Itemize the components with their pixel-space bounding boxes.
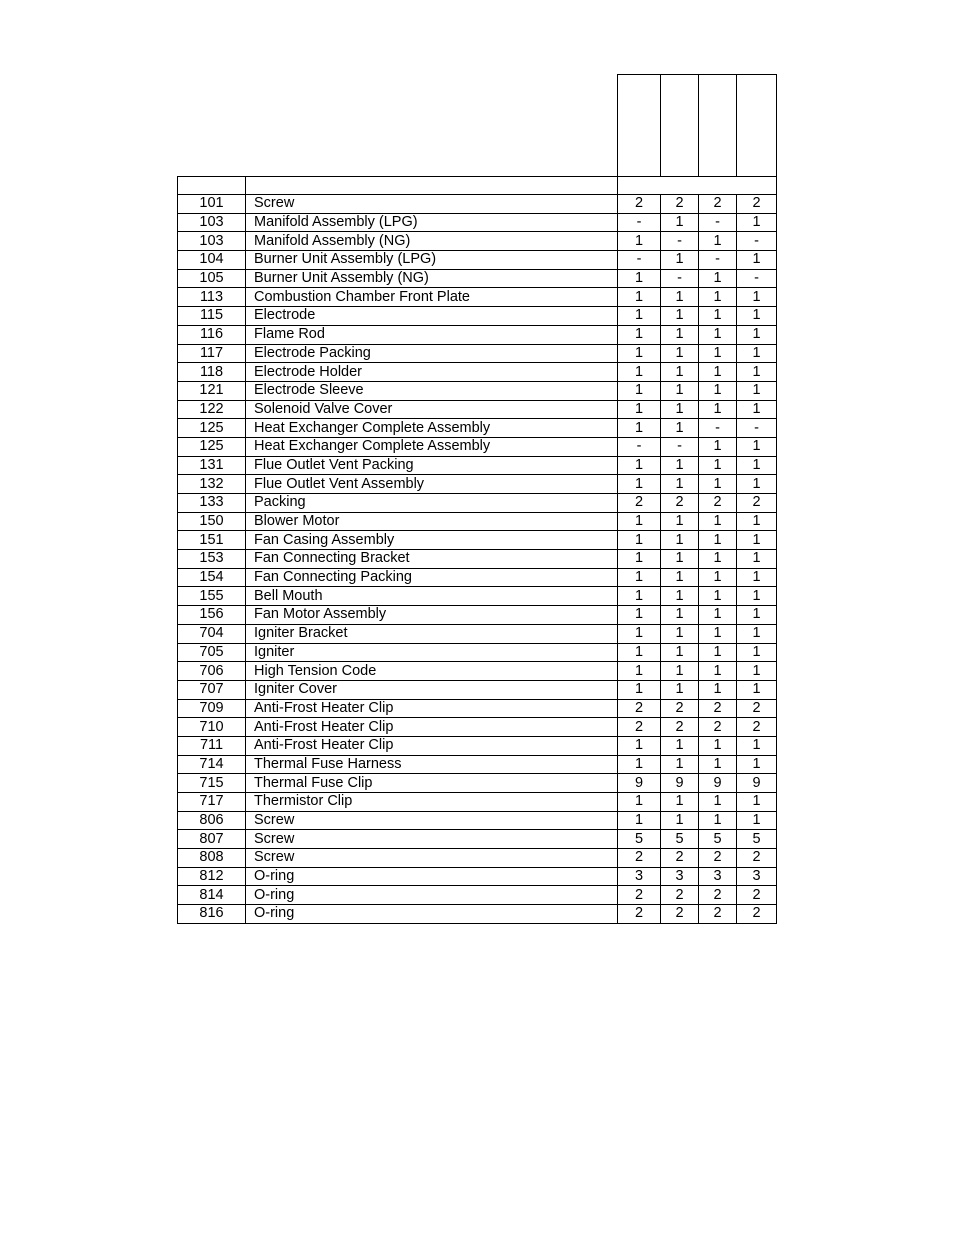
part-number-cell: 706 <box>178 662 246 681</box>
quantity-cell: 1 <box>661 344 699 363</box>
part-number-cell: 807 <box>178 830 246 849</box>
table-row <box>178 718 777 737</box>
description-cell: Screw <box>246 195 618 214</box>
quantity-cell: 1 <box>737 288 777 307</box>
table-row <box>178 363 777 382</box>
quantity-cell: 2 <box>661 718 699 737</box>
quantity-cell: 1 <box>618 307 661 326</box>
quantity-cell: - <box>699 251 737 270</box>
quantity-cell: 1 <box>661 456 699 475</box>
quantity-cell: 1 <box>699 550 737 569</box>
quantity-cell: 1 <box>661 680 699 699</box>
table-row <box>178 325 777 344</box>
quantity-cell: 1 <box>699 363 737 382</box>
description-header <box>246 177 618 195</box>
quantity-cell: 1 <box>661 643 699 662</box>
quantity-cell: 1 <box>661 662 699 681</box>
quantity-cell: 1 <box>618 269 661 288</box>
quantity-cell: 2 <box>618 718 661 737</box>
part-number-cell: 101 <box>178 195 246 214</box>
quantity-cell: 1 <box>737 755 777 774</box>
quantity-cell: 1 <box>661 381 699 400</box>
description-cell: Anti-Frost Heater Clip <box>246 699 618 718</box>
quantity-cell: 9 <box>618 774 661 793</box>
description-cell: Thermal Fuse Harness <box>246 755 618 774</box>
description-cell: Igniter <box>246 643 618 662</box>
quantity-cell: 1 <box>699 269 737 288</box>
description-cell: Heat Exchanger Complete Assembly <box>246 419 618 438</box>
description-cell: Electrode <box>246 307 618 326</box>
table-row <box>178 606 777 625</box>
quantity-cell: 9 <box>699 774 737 793</box>
quantity-cell: 1 <box>737 606 777 625</box>
quantity-cell: 1 <box>661 213 699 232</box>
quantity-cell: 1 <box>737 437 777 456</box>
quantity-cell: 1 <box>661 475 699 494</box>
description-cell: Burner Unit Assembly (LPG) <box>246 251 618 270</box>
quantity-cell: 1 <box>737 400 777 419</box>
description-cell: Fan Motor Assembly <box>246 606 618 625</box>
description-cell: Flue Outlet Vent Packing <box>246 456 618 475</box>
description-cell: Thermistor Clip <box>246 793 618 812</box>
quantity-cell: 1 <box>618 400 661 419</box>
quantity-cell: 1 <box>618 736 661 755</box>
quantity-cell: 1 <box>699 531 737 550</box>
quantity-cell: 2 <box>737 849 777 868</box>
table-row <box>178 811 777 830</box>
quantity-cell: 1 <box>661 363 699 382</box>
quantity-cell: 1 <box>699 606 737 625</box>
description-cell: Igniter Bracket <box>246 624 618 643</box>
table-row <box>178 867 777 886</box>
table-row <box>178 456 777 475</box>
quantity-cell: 1 <box>699 568 737 587</box>
quantity-cell: 2 <box>737 905 777 924</box>
quantity-cell: 1 <box>618 475 661 494</box>
quantity-cell: 1 <box>699 325 737 344</box>
quantity-cell: 2 <box>737 699 777 718</box>
table-row <box>178 437 777 456</box>
description-cell: Burner Unit Assembly (NG) <box>246 269 618 288</box>
quantity-cell: 2 <box>661 699 699 718</box>
quantity-cell: 1 <box>699 475 737 494</box>
quantity-cell: 1 <box>737 624 777 643</box>
quantity-cell: - <box>699 419 737 438</box>
description-cell: Thermal Fuse Clip <box>246 774 618 793</box>
quantity-cell: - <box>618 437 661 456</box>
description-cell: Bell Mouth <box>246 587 618 606</box>
quantity-cell: 1 <box>618 512 661 531</box>
table-row <box>178 774 777 793</box>
table-row <box>178 400 777 419</box>
model-header-cell <box>737 75 777 177</box>
quantity-cell: 1 <box>699 437 737 456</box>
quantity-cell: 1 <box>661 568 699 587</box>
quantity-cell: 1 <box>737 550 777 569</box>
part-number-cell: 812 <box>178 867 246 886</box>
description-cell: Screw <box>246 849 618 868</box>
header-blank-cell <box>246 75 618 177</box>
quantity-cell: 1 <box>699 587 737 606</box>
description-cell: Screw <box>246 811 618 830</box>
quantity-cell: 2 <box>661 195 699 214</box>
quantity-cell: 1 <box>618 811 661 830</box>
quantity-cell: 2 <box>737 494 777 513</box>
quantity-cell: 2 <box>618 699 661 718</box>
quantity-cell: 1 <box>699 381 737 400</box>
header-blank-cell <box>178 75 246 177</box>
quantity-cell: 2 <box>661 849 699 868</box>
quantity-cell: 1 <box>737 680 777 699</box>
quantity-cell: 1 <box>661 793 699 812</box>
quantity-cell: 2 <box>699 195 737 214</box>
quantity-cell: 1 <box>618 624 661 643</box>
description-cell: Electrode Holder <box>246 363 618 382</box>
description-cell: Electrode Sleeve <box>246 381 618 400</box>
description-cell: Blower Motor <box>246 512 618 531</box>
quantity-cell: - <box>737 232 777 251</box>
table-row <box>178 886 777 905</box>
quantity-cell: 1 <box>618 568 661 587</box>
quantity-cell: 1 <box>699 288 737 307</box>
quantity-cell: 1 <box>661 325 699 344</box>
quantity-cell: 1 <box>661 587 699 606</box>
table-row <box>178 587 777 606</box>
quantity-cell: 1 <box>699 400 737 419</box>
quantity-cell: 1 <box>618 288 661 307</box>
quantity-cell: 1 <box>737 662 777 681</box>
quantity-cell: 1 <box>618 662 661 681</box>
description-cell: Fan Connecting Packing <box>246 568 618 587</box>
table-row <box>178 568 777 587</box>
table-row <box>178 307 777 326</box>
quantity-cell: 1 <box>737 307 777 326</box>
quantity-cell: 1 <box>618 643 661 662</box>
quantity-cell: 9 <box>737 774 777 793</box>
description-cell: Igniter Cover <box>246 680 618 699</box>
quantity-cell: - <box>618 213 661 232</box>
part-number-cell: 118 <box>178 363 246 382</box>
part-number-cell: 715 <box>178 774 246 793</box>
description-cell: O-ring <box>246 905 618 924</box>
quantity-cell: 1 <box>737 475 777 494</box>
quantity-cell: 1 <box>737 793 777 812</box>
quantity-cell: 1 <box>737 643 777 662</box>
table-row <box>178 849 777 868</box>
table-row <box>178 531 777 550</box>
table-row <box>178 494 777 513</box>
quantity-cell: 1 <box>661 400 699 419</box>
quantity-cell: 1 <box>737 381 777 400</box>
part-number-cell: 115 <box>178 307 246 326</box>
description-cell: Flame Rod <box>246 325 618 344</box>
quantity-cell: 1 <box>661 736 699 755</box>
description-cell: Manifold Assembly (LPG) <box>246 213 618 232</box>
quantity-cell: 2 <box>737 886 777 905</box>
quantity-cell: 1 <box>661 550 699 569</box>
description-cell: High Tension Code <box>246 662 618 681</box>
part-number-cell: 103 <box>178 213 246 232</box>
table-row <box>178 213 777 232</box>
part-number-header <box>178 177 246 195</box>
table-row <box>178 680 777 699</box>
quantity-cell: 1 <box>618 755 661 774</box>
quantity-cell: 1 <box>618 680 661 699</box>
quantity-cell: 5 <box>699 830 737 849</box>
quantity-cell: 1 <box>737 363 777 382</box>
quantity-cell: 2 <box>618 494 661 513</box>
quantity-cell: 1 <box>618 344 661 363</box>
quantity-cell: 1 <box>618 793 661 812</box>
quantity-cell: 1 <box>618 456 661 475</box>
quantity-header <box>618 177 777 195</box>
quantity-cell: 2 <box>737 718 777 737</box>
part-number-cell: 103 <box>178 232 246 251</box>
quantity-cell: 1 <box>661 512 699 531</box>
part-number-cell: 151 <box>178 531 246 550</box>
part-number-cell: 150 <box>178 512 246 531</box>
quantity-cell: 1 <box>699 755 737 774</box>
part-number-cell: 710 <box>178 718 246 737</box>
quantity-cell: 1 <box>661 606 699 625</box>
part-number-cell: 117 <box>178 344 246 363</box>
table-row <box>178 269 777 288</box>
quantity-cell: - <box>661 269 699 288</box>
quantity-cell: 1 <box>618 381 661 400</box>
table-row <box>178 381 777 400</box>
quantity-cell: 1 <box>618 363 661 382</box>
part-number-cell: 133 <box>178 494 246 513</box>
quantity-cell: 1 <box>699 232 737 251</box>
part-number-cell: 814 <box>178 886 246 905</box>
quantity-cell: 5 <box>618 830 661 849</box>
quantity-cell: 2 <box>618 849 661 868</box>
table-row <box>178 643 777 662</box>
table-row <box>178 550 777 569</box>
model-header-cell <box>618 75 661 177</box>
quantity-cell: - <box>699 213 737 232</box>
part-number-cell: 707 <box>178 680 246 699</box>
table-row <box>178 288 777 307</box>
table-row <box>178 905 777 924</box>
part-number-cell: 717 <box>178 793 246 812</box>
table-row <box>178 344 777 363</box>
quantity-cell: 1 <box>737 736 777 755</box>
quantity-cell: 2 <box>699 699 737 718</box>
part-number-cell: 714 <box>178 755 246 774</box>
part-number-cell: 131 <box>178 456 246 475</box>
description-cell: O-ring <box>246 867 618 886</box>
quantity-cell: 2 <box>661 905 699 924</box>
quantity-cell: 1 <box>618 419 661 438</box>
part-number-cell: 155 <box>178 587 246 606</box>
quantity-cell: 1 <box>699 512 737 531</box>
description-cell: Flue Outlet Vent Assembly <box>246 475 618 494</box>
part-number-cell: 113 <box>178 288 246 307</box>
description-cell: Electrode Packing <box>246 344 618 363</box>
description-cell: Anti-Frost Heater Clip <box>246 718 618 737</box>
part-number-cell: 709 <box>178 699 246 718</box>
description-cell: Screw <box>246 830 618 849</box>
quantity-cell: 2 <box>699 849 737 868</box>
quantity-cell: - <box>661 437 699 456</box>
quantity-cell: 1 <box>699 643 737 662</box>
quantity-cell: 1 <box>661 531 699 550</box>
quantity-cell: 1 <box>737 213 777 232</box>
quantity-cell: 1 <box>661 307 699 326</box>
quantity-cell: 1 <box>661 419 699 438</box>
table-row <box>178 793 777 812</box>
quantity-cell: 2 <box>661 886 699 905</box>
quantity-cell: 3 <box>661 867 699 886</box>
quantity-cell: 1 <box>699 811 737 830</box>
quantity-cell: - <box>618 251 661 270</box>
quantity-cell: 1 <box>737 251 777 270</box>
quantity-cell: 1 <box>737 512 777 531</box>
quantity-cell: 2 <box>661 494 699 513</box>
table-row <box>178 662 777 681</box>
description-cell: Packing <box>246 494 618 513</box>
quantity-cell: 2 <box>699 718 737 737</box>
description-cell: Combustion Chamber Front Plate <box>246 288 618 307</box>
quantity-cell: 5 <box>661 830 699 849</box>
part-number-cell: 121 <box>178 381 246 400</box>
quantity-cell: - <box>737 419 777 438</box>
quantity-cell: 1 <box>618 606 661 625</box>
quantity-cell: 1 <box>737 456 777 475</box>
part-number-cell: 704 <box>178 624 246 643</box>
quantity-cell: 1 <box>618 550 661 569</box>
quantity-cell: 1 <box>737 568 777 587</box>
part-number-cell: 806 <box>178 811 246 830</box>
quantity-cell: 1 <box>661 811 699 830</box>
quantity-cell: 9 <box>661 774 699 793</box>
quantity-cell: 2 <box>699 494 737 513</box>
quantity-cell: 1 <box>661 624 699 643</box>
quantity-cell: 5 <box>737 830 777 849</box>
table-row <box>178 195 777 214</box>
part-number-cell: 116 <box>178 325 246 344</box>
parts-list-table <box>177 74 777 924</box>
quantity-cell: 2 <box>737 195 777 214</box>
quantity-cell: 2 <box>618 195 661 214</box>
table-row <box>178 475 777 494</box>
quantity-cell: 1 <box>737 344 777 363</box>
part-number-cell: 105 <box>178 269 246 288</box>
description-cell: Fan Connecting Bracket <box>246 550 618 569</box>
quantity-cell: 1 <box>699 456 737 475</box>
quantity-cell: 1 <box>699 793 737 812</box>
quantity-cell: 1 <box>661 755 699 774</box>
table-row <box>178 419 777 438</box>
part-number-cell: 816 <box>178 905 246 924</box>
column-header-row <box>178 177 777 195</box>
description-cell: Anti-Frost Heater Clip <box>246 736 618 755</box>
part-number-cell: 156 <box>178 606 246 625</box>
part-number-cell: 132 <box>178 475 246 494</box>
quantity-cell: 1 <box>618 232 661 251</box>
quantity-cell: 1 <box>618 587 661 606</box>
description-cell: Solenoid Valve Cover <box>246 400 618 419</box>
part-number-cell: 125 <box>178 437 246 456</box>
quantity-cell: 1 <box>699 344 737 363</box>
model-header-cell <box>661 75 699 177</box>
quantity-cell: 1 <box>699 680 737 699</box>
quantity-cell: 1 <box>699 662 737 681</box>
table-row <box>178 736 777 755</box>
quantity-cell: 1 <box>699 307 737 326</box>
quantity-cell: 1 <box>737 325 777 344</box>
quantity-cell: 1 <box>737 587 777 606</box>
part-number-cell: 104 <box>178 251 246 270</box>
table-row <box>178 251 777 270</box>
quantity-cell: 1 <box>737 531 777 550</box>
quantity-cell: 1 <box>737 811 777 830</box>
model-header-row <box>178 75 777 177</box>
table-row <box>178 232 777 251</box>
part-number-cell: 153 <box>178 550 246 569</box>
description-cell: Manifold Assembly (NG) <box>246 232 618 251</box>
quantity-cell: 1 <box>618 325 661 344</box>
quantity-cell: 3 <box>737 867 777 886</box>
part-number-cell: 808 <box>178 849 246 868</box>
quantity-cell: 3 <box>618 867 661 886</box>
table-row <box>178 512 777 531</box>
table-row <box>178 699 777 718</box>
quantity-cell: 1 <box>699 624 737 643</box>
part-number-cell: 125 <box>178 419 246 438</box>
part-number-cell: 122 <box>178 400 246 419</box>
quantity-cell: 1 <box>618 531 661 550</box>
quantity-cell: 2 <box>618 886 661 905</box>
table-row <box>178 830 777 849</box>
part-number-cell: 711 <box>178 736 246 755</box>
description-cell: O-ring <box>246 886 618 905</box>
model-header-cell <box>699 75 737 177</box>
description-cell: Heat Exchanger Complete Assembly <box>246 437 618 456</box>
part-number-cell: 154 <box>178 568 246 587</box>
quantity-cell: 1 <box>661 251 699 270</box>
table-row <box>178 755 777 774</box>
quantity-cell: 2 <box>618 905 661 924</box>
quantity-cell: 1 <box>661 288 699 307</box>
quantity-cell: - <box>737 269 777 288</box>
quantity-cell: 3 <box>699 867 737 886</box>
quantity-cell: - <box>661 232 699 251</box>
quantity-cell: 2 <box>699 886 737 905</box>
table-row <box>178 624 777 643</box>
description-cell: Fan Casing Assembly <box>246 531 618 550</box>
parts-table-body <box>178 195 777 924</box>
quantity-cell: 1 <box>699 736 737 755</box>
quantity-cell: 2 <box>699 905 737 924</box>
part-number-cell: 705 <box>178 643 246 662</box>
